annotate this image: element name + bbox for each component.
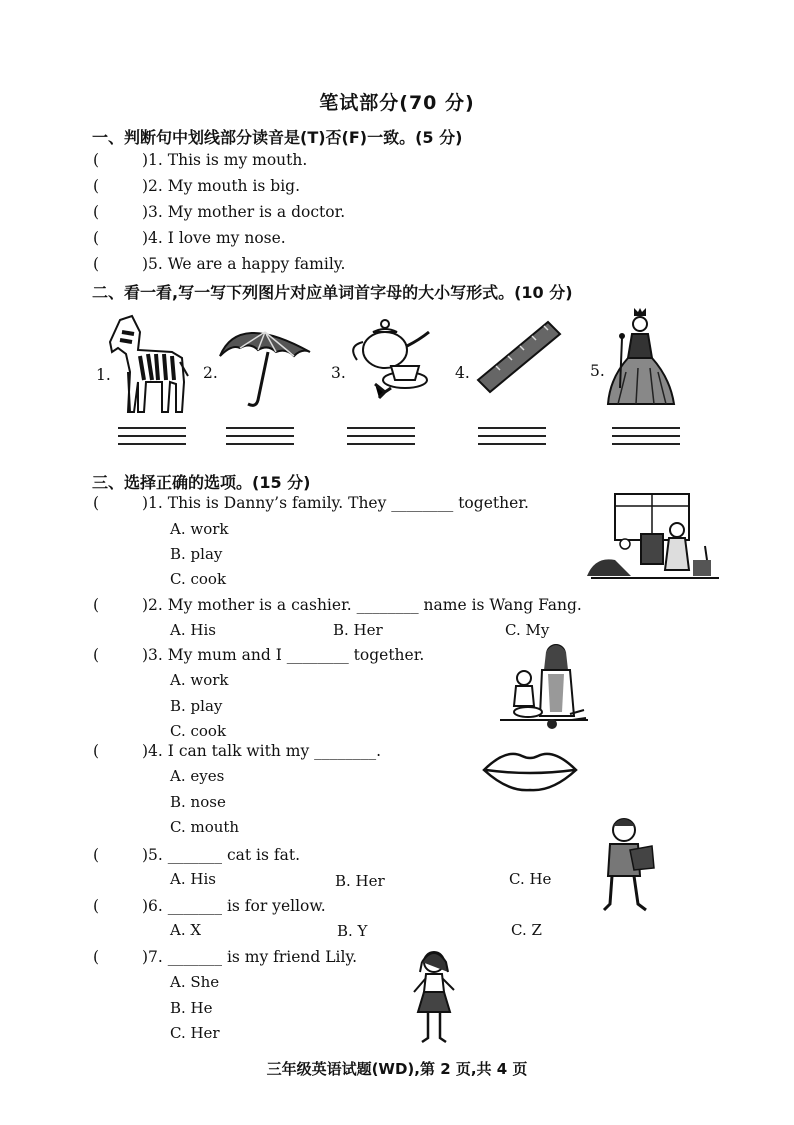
s3-q2-paren[interactable]: ( <box>93 596 100 614</box>
picture-2-number: 2. <box>203 364 218 382</box>
s1-q4-paren[interactable]: ( <box>93 229 100 247</box>
family-cooking-icon <box>585 490 723 584</box>
mum-and-child-cooking-icon <box>498 640 590 732</box>
s3-q7-text: )7. _______ is my friend Lily. <box>142 948 358 966</box>
picture-4-number: 4. <box>455 364 470 382</box>
s3-q7-option-c[interactable]: C. Her <box>170 1024 220 1042</box>
s3-q3-paren[interactable]: ( <box>93 646 100 664</box>
s3-q4-option-a[interactable]: A. eyes <box>170 767 225 785</box>
s3-q4-option-c[interactable]: C. mouth <box>170 818 240 836</box>
s3-q5-option-a[interactable]: A. His <box>170 870 216 888</box>
s3-q1-text: )1. This is Danny’s family. They ________ together. <box>142 494 529 512</box>
answer-lines-1[interactable] <box>118 427 186 451</box>
girl-lily-icon <box>410 948 460 1044</box>
mouth-lips-icon <box>482 746 578 794</box>
picture-3-number: 3. <box>331 364 346 382</box>
s3-q1-option-a[interactable]: A. work <box>170 520 229 538</box>
s1-q5-text: )5. We are a happy family. <box>142 255 346 273</box>
s3-q3-option-c[interactable]: C. cook <box>170 722 227 740</box>
s3-q5-paren[interactable]: ( <box>93 846 100 864</box>
s3-q2-text: )2. My mother is a cashier. ________ name is Wang Fang. <box>142 596 582 614</box>
zebra-icon <box>110 312 190 416</box>
boy-with-cat-icon <box>600 816 656 914</box>
s1-q2-text: )2. My mouth is big. <box>142 177 301 195</box>
s3-q6-option-b[interactable]: B. Y <box>337 922 368 940</box>
s1-q1-text: )1. This is my mouth. <box>142 151 308 169</box>
s3-q5-option-b[interactable]: B. Her <box>335 872 385 890</box>
picture-5-number: 5. <box>590 362 605 380</box>
s3-q7-option-b[interactable]: B. He <box>170 999 213 1017</box>
s3-q3-text: )3. My mum and I ________ together. <box>142 646 425 664</box>
s1-q2-paren[interactable]: ( <box>93 177 100 195</box>
s3-q4-option-b[interactable]: B. nose <box>170 793 226 811</box>
s3-q6-paren[interactable]: ( <box>93 897 100 915</box>
s3-q1-option-b[interactable]: B. play <box>170 545 223 563</box>
s1-q4-text: )4. I love my nose. <box>142 229 286 247</box>
s3-q1-paren[interactable]: ( <box>93 494 100 512</box>
picture-1-number: 1. <box>96 366 111 384</box>
s3-q2-option-c[interactable]: C. My <box>505 621 550 639</box>
s3-q3-option-a[interactable]: A. work <box>170 671 229 689</box>
s3-q6-option-c[interactable]: C. Z <box>511 921 542 939</box>
s1-q1-paren[interactable]: ( <box>93 151 100 169</box>
section-2-heading: 二、看一看,写一写下列图片对应单词首字母的大小写形式。(10 分) <box>92 283 573 302</box>
page-footer: 三年级英语试题(WD),第 2 页,共 4 页 <box>266 1060 528 1078</box>
s3-q4-text: )4. I can talk with my ________. <box>142 742 382 760</box>
page-title: 笔试部分(70 分) <box>319 92 475 114</box>
s3-q2-option-b[interactable]: B. Her <box>333 621 383 639</box>
s3-q4-paren[interactable]: ( <box>93 742 100 760</box>
s3-q7-option-a[interactable]: A. She <box>170 973 220 991</box>
ruler-icon <box>476 320 562 396</box>
section-3-heading: 三、选择正确的选项。(15 分) <box>92 473 311 492</box>
s3-q5-text: )5. _______ cat is fat. <box>142 846 300 864</box>
s3-q5-option-c[interactable]: C. He <box>509 870 552 888</box>
answer-lines-3[interactable] <box>347 427 415 451</box>
teapot-icon <box>345 318 433 400</box>
s3-q6-option-a[interactable]: A. X <box>170 921 202 939</box>
s1-q3-text: )3. My mother is a doctor. <box>142 203 346 221</box>
answer-lines-4[interactable] <box>478 427 546 451</box>
umbrella-icon <box>218 312 312 408</box>
answer-lines-2[interactable] <box>226 427 294 451</box>
s3-q7-paren[interactable]: ( <box>93 948 100 966</box>
s3-q2-option-a[interactable]: A. His <box>170 621 216 639</box>
s3-q3-option-b[interactable]: B. play <box>170 697 223 715</box>
s3-q6-text: )6. _______ is for yellow. <box>142 897 326 915</box>
section-1-heading: 一、判断句中划线部分读音是(T)否(F)一致。(5 分) <box>92 128 463 147</box>
queen-icon <box>606 308 678 408</box>
s1-q5-paren[interactable]: ( <box>93 255 100 273</box>
s3-q1-option-c[interactable]: C. cook <box>170 570 227 588</box>
s1-q3-paren[interactable]: ( <box>93 203 100 221</box>
answer-lines-5[interactable] <box>612 427 680 451</box>
